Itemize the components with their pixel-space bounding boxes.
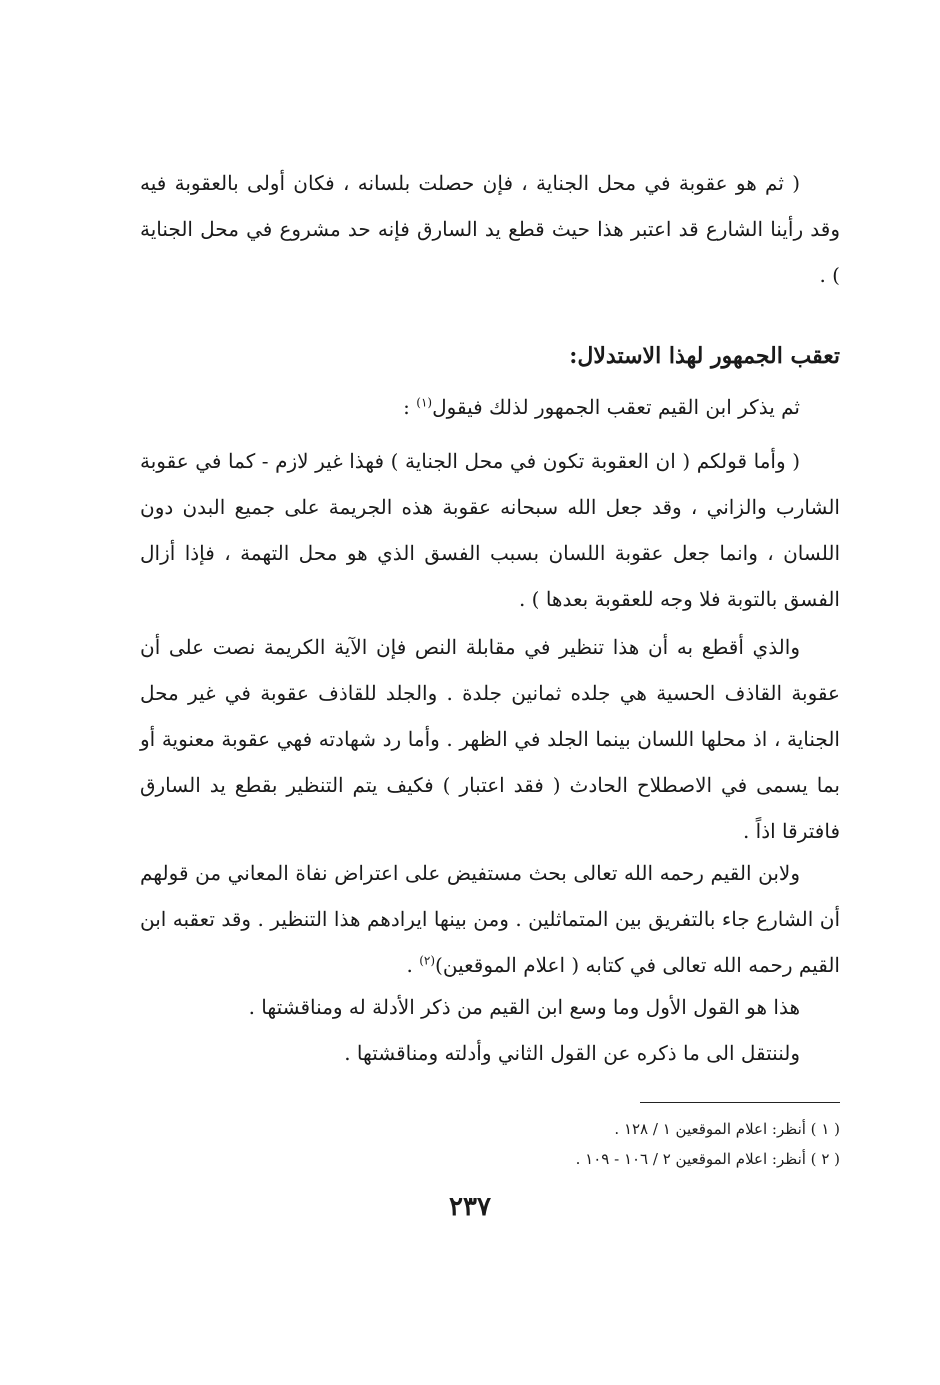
paragraph-transition (140, 1030, 840, 1076)
footnote-ref-1: (١) (416, 395, 433, 410)
paragraph-quote-rebuttal (140, 438, 840, 622)
paragraph-1: ( ثم هو عقوبة في محل الجناية ، فإن حصلت بلسانه ، فكان أولى بالعقوبة فيه وقد رأينا الشارع قد اعتبر هذا حيث قطع يد السارق فإنه حد مشروع في محل الجناية ) . (140, 171, 840, 287)
paragraph-7: ولننتقل الى ما ذكره عن القول الثاني وأدلته ومناقشتها . (344, 1041, 800, 1065)
paragraph-5-end: . (406, 953, 413, 977)
page-number: ٢٣٧ (449, 1192, 491, 1222)
footnote-ref-2: (٢) (419, 953, 436, 968)
paragraph-5-text: ولابن القيم رحمه الله تعالى بحث مستفيض على اعتراض نفاة المعاني من قولهم أن الشارع جاء بالتفريق بين المتماثلين . ومن بينها ايرادهم هذا التنظير . وقد تعقبه ابن القيم رحمه الله تعالى في كتابه ( اعلام الموقعين) (140, 861, 840, 977)
section-heading: تعقب الجمهور لهذا الاستدلال: (569, 343, 840, 369)
paragraph-2-text: ثم يذكر ابن القيم تعقب الجمهور لذلك فيقول (432, 395, 800, 419)
paragraph-quote-opening (140, 160, 840, 298)
paragraph-2-colon: : (403, 395, 410, 419)
paragraph-ibn-qayyim (140, 850, 840, 988)
paragraph-3: ( وأما قولكم ( ان العقوبة تكون في محل الجناية ) فهذا غير لازم - كما في عقوبة الشارب والزاني ، وقد جعل الله سبحانه عقوبة هذه الجريمة على جميع البدن دون اللسان ، وانما جعل عقوبة اللسان بسبب الفسق الذي هو محل التهمة ، فإذا أزال الفسق بالتوبة فلا وجه للعقوبة بعدها ) . (140, 449, 840, 611)
paragraph-author-view (140, 624, 840, 854)
paragraph-summary (140, 984, 840, 1030)
paragraph-6: هذا هو القول الأول وما وسع ابن القيم من ذكر الأدلة له ومناقشتها . (248, 995, 800, 1019)
footnote-2: ( ٢ ) أنظر: اعلام الموقعين ٢ / ١٠٦ - ١٠٩ . (575, 1150, 840, 1168)
paragraph-intro (140, 384, 840, 430)
footnotes (400, 1114, 840, 1174)
paragraph-2 (140, 384, 840, 430)
footnote-divider (640, 1102, 840, 1103)
paragraph-5 (140, 850, 840, 988)
paragraph-4: والذي أقطع به أن هذا تنظير في مقابلة النص فإن الآية الكريمة نصت على أن عقوبة القاذف الحسية هي جلده ثمانين جلدة . والجلد للقاذف عقوبة في غير محل الجناية ، اذ محلها اللسان بينما الجلد في الظهر . وأما رد شهادته فهي عقوبة معنوية أو بما يسمى في الاصطلاح الحادث ( فقد اعتبار ) فكيف يتم التنظير بقطع يد السارق فافترقا اذاً . (140, 635, 840, 843)
footnote-1: ( ١ ) أنظر: اعلام الموقعين ١ / ١٢٨ . (614, 1120, 840, 1138)
